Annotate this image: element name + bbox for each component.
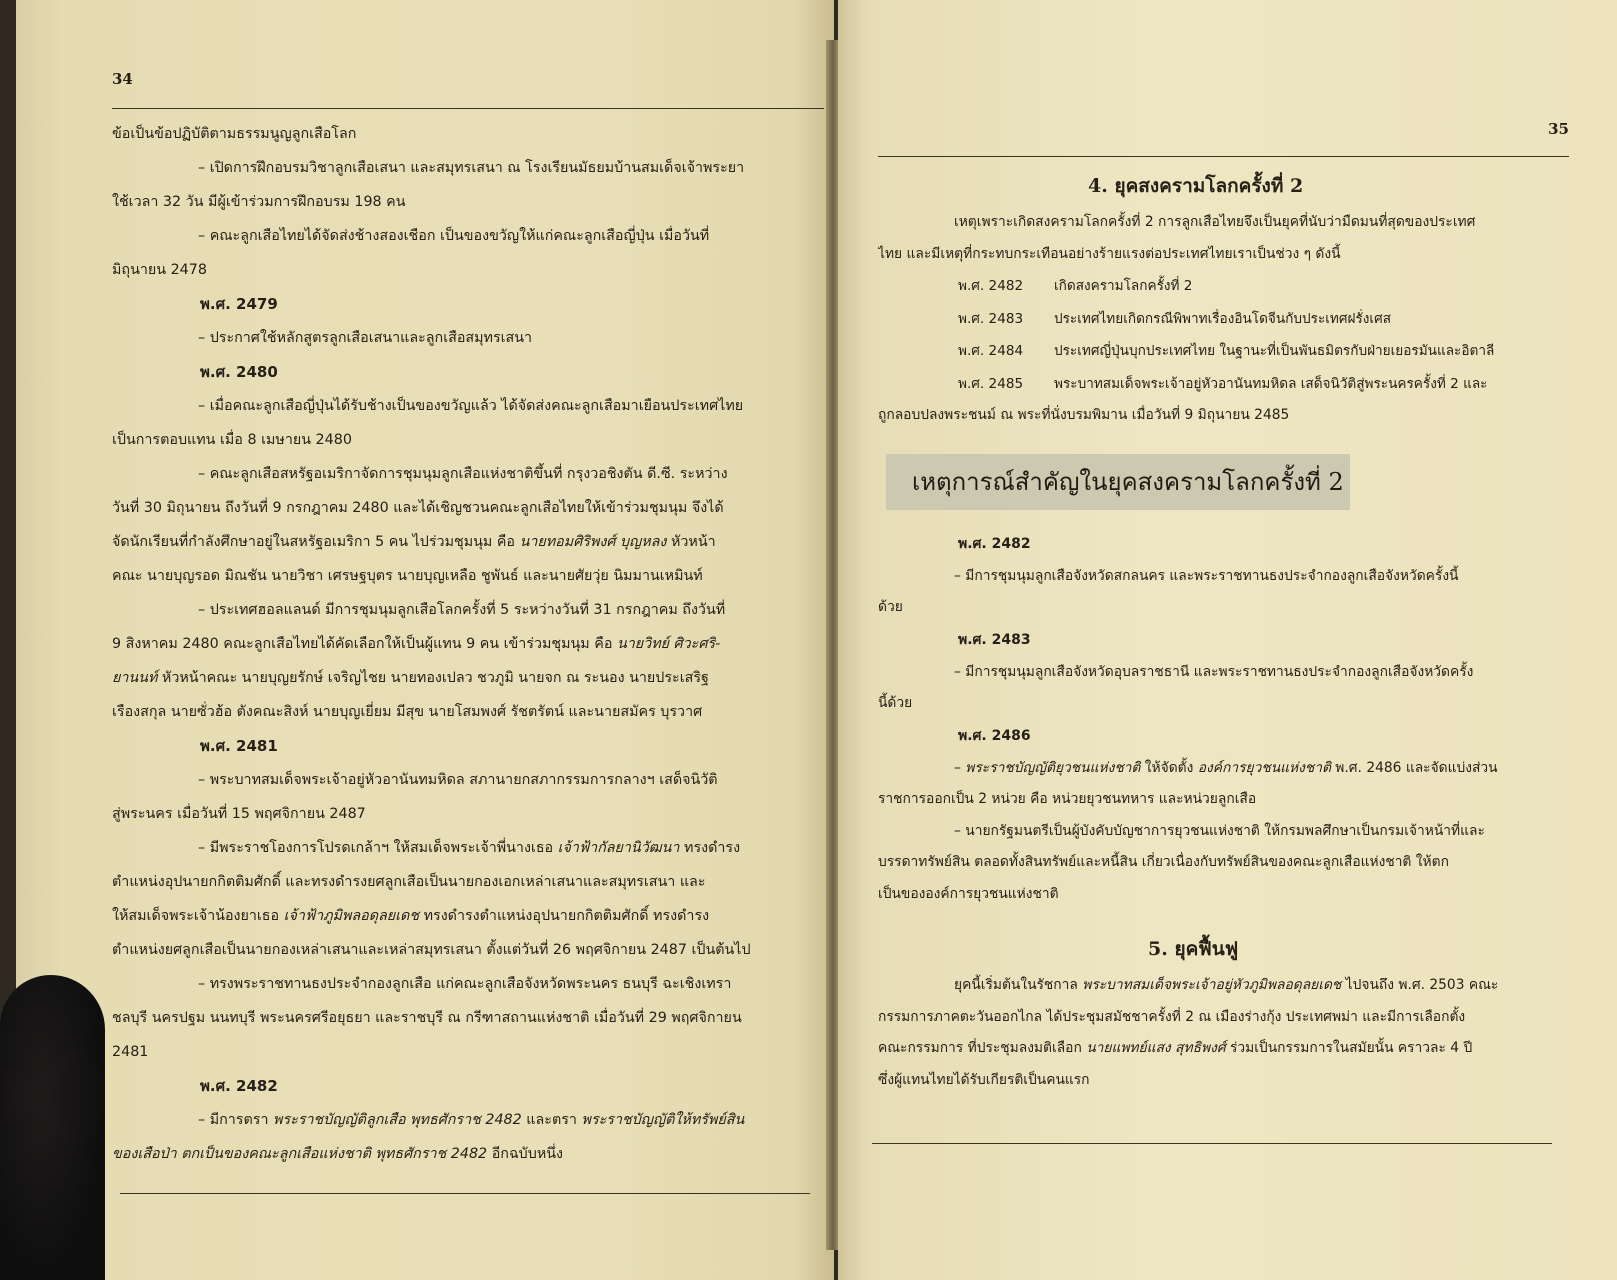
page-number-left: 34 — [112, 70, 133, 88]
timeline-entry: พ.ศ. 2484 ประเทศญี่ปุ่นบุกประเทศไทย ในฐานะที่เป็นพันธมิตรกับฝ่ายเยอรมันและอิตาลี — [958, 343, 1495, 359]
year-heading-2483: พ.ศ. 2483 — [958, 631, 1031, 648]
year-heading-2481: พ.ศ. 2481 — [200, 737, 278, 755]
text-line: ข้อเป็นข้อปฏิบัติตามธรรมนูญลูกเสือโลก — [112, 126, 357, 142]
text-line: 9 สิงหาคม 2480 คณะลูกเสือไทยได้คัดเลือกให้เป็นผู้แทน 9 คน เข้าร่วมชุมนุม คือ นายวิทย์ ศิวะศริ- — [112, 636, 721, 652]
year-heading-2479: พ.ศ. 2479 — [200, 295, 278, 313]
timeline-entry: พ.ศ. 2485 พระบาทสมเด็จพระเจ้าอยู่หัวอานันทมหิดล เสด็จนิวัติสู่พระนครครั้งที่ 2 และ — [958, 375, 1488, 392]
text-line: – มีการชุมนุมลูกเสือจังหวัดอุบลราชธานี และพระราชทานธงประจำกองลูกเสือจังหวัดครั้ง — [954, 663, 1474, 680]
text-line: – เปิดการฝึกอบรมวิชาลูกเสือเสนา และสมุทรเสนา ณ โรงเรียนมัธยมบ้านสมเด็จเจ้าพระยา — [198, 160, 745, 176]
year-heading-2482: พ.ศ. 2482 — [958, 535, 1031, 552]
text-line: ยานนท์ หัวหน้าคณะ นายบุญยรักษ์ เจริญไชย นายทองเปลว ชวภูมิ นายจก ณ ระนอง นายประเสริฐ — [112, 670, 709, 686]
text-line: ของเสือป่า ตกเป็นของคณะลูกเสือแห่งชาติ พุทธศักราช 2482 อีกฉบับหนึ่ง — [112, 1146, 564, 1162]
events-banner: เหตุการณ์สำคัญในยุคสงครามโลกครั้งที่ 2 — [886, 454, 1350, 510]
text-line: – คณะลูกเสือไทยได้จัดส่งช้างสองเชือก เป็นของขวัญให้แก่คณะลูกเสือญี่ปุ่น เมื่อวันที่ — [198, 228, 710, 244]
text-line: – คณะลูกเสือสหรัฐอเมริกาจัดการชุมนุมลูกเสือแห่งชาติขึ้นที่ กรุงวอชิงตัน ดี.ซี. ระหว่าง — [198, 466, 728, 482]
footer-rule-right — [872, 1143, 1552, 1144]
text-line: – ทรงพระราชทานธงประจำกองลูกเสือ แก่คณะลูกเสือจังหวัดพระนคร ธนบุรี ฉะเชิงเทรา — [198, 976, 732, 992]
text-line: ตำแหน่งอุปนายกกิตติมศักดิ์ และทรงดำรงยศลูกเสือเป็นนายกองเอกเหล่าเสนาและสมุทรเสนา และ — [112, 874, 706, 890]
text-line: กรรมการภาคตะวันออกไกล ได้ประชุมสมัชชาครั้งที่ 2 ณ เมืองร่างกุ้ง ประเทศพม่า และมีการเลือกตั้ง — [878, 1008, 1466, 1025]
text-line: คณะกรรมการ ที่ประชุมลงมติเลือก นายแพทย์แสง สุทธิพงศ์ ร่วมเป็นกรรมการในสมัยนั้น คราวละ 4 ปี — [878, 1040, 1473, 1056]
year-heading-2486: พ.ศ. 2486 — [958, 727, 1031, 744]
text-line: ถูกลอบปลงพระชนม์ ณ พระที่นั่งบรมพิมาน เมื่อวันที่ 9 มิถุนายน 2485 — [878, 407, 1290, 423]
thumb-shadow — [0, 975, 105, 1280]
text-line: เป็นการตอบแทน เมื่อ 8 เมษายน 2480 — [112, 432, 352, 448]
right-page — [838, 0, 1617, 1280]
text-line: คณะ นายบุญรอด มิณชัน นายวิชา เศรษฐบุตร นายบุญเหลือ ชูพันธ์ และนายศัยวุ่ย นิมมานเหมินท์ — [112, 568, 703, 584]
text-line: เรืองสกุล นายซั่วฮ้อ ตังคณะสิงห์ นายบุญเยี่ยม มีสุข นายโสมพงศ์ รัชตรัตน์ และนายสมัคร บุรวาศ — [112, 704, 703, 720]
text-line: – ประกาศใช้หลักสูตรลูกเสือเสนาและลูกเสือสมุทรเสนา — [198, 330, 533, 346]
text-line: – มีการชุมนุมลูกเสือจังหวัดสกลนคร และพระราชทานธงประจำกองลูกเสือจังหวัดครั้งนี้ — [954, 567, 1459, 584]
text-line: ยุคนี้เริ่มต้นในรัชกาล พระบาทสมเด็จพระเจ้าอยู่หัวภูมิพลอดุลยเดช ไปจนถึง พ.ศ. 2503 คณะ — [954, 977, 1499, 993]
text-line: 2481 — [112, 1044, 149, 1060]
section-4-title: 4. ยุคสงครามโลกครั้งที่ 2 — [1088, 175, 1304, 197]
year-heading-2480: พ.ศ. 2480 — [200, 363, 278, 381]
footer-rule-left — [120, 1193, 810, 1194]
page-number-right: 35 — [1548, 120, 1569, 138]
text-line: มิถุนายน 2478 — [112, 262, 207, 278]
text-line: – นายกรัฐมนตรีเป็นผู้บังคับบัญชาการยุวชนแห่งชาติ ให้กรมพลศึกษาเป็นกรมเจ้าหน้าที่และ — [954, 822, 1485, 839]
text-line: เป็นขององค์การยุวชนแห่งชาติ — [878, 885, 1059, 902]
text-line: – ประเทศฮอลแลนด์ มีการชุมนุมลูกเสือโลกครั้งที่ 5 ระหว่างวันที่ 31 กรกฎาคม ถึงวันที่ — [198, 602, 726, 618]
text-line: นี้ด้วย — [878, 695, 913, 711]
timeline-entry: พ.ศ. 2482 เกิดสงครามโลกครั้งที่ 2 — [958, 278, 1193, 294]
text-line: วันที่ 30 มิถุนายน ถึงวันที่ 9 กรกฎาคม 2480 และได้เชิญชวนคณะลูกเสือไทยให้เข้าร่วมชุมนุม จึงได้ — [112, 500, 724, 516]
text-line: จัดนักเรียนที่กำลังศึกษาอยู่ในสหรัฐอเมริกา 5 คน ไปร่วมชุมนุม คือ นายทอมศิริพงศ์ บุญหลง หัวหน้า — [112, 534, 716, 550]
text-line: ชลบุรี นครปฐม นนทบุรี พระนครศรีอยุธยา และราชบุรี ณ กรีฑาสถานแห่งชาติ เมื่อวันที่ 29 พฤศจิกายน — [112, 1010, 742, 1026]
text-line: บรรดาทรัพย์สิน ตลอดทั้งสินทรัพย์และหนี้สิน เกี่ยวเนื่องกับทรัพย์สินของคณะลูกเสือแห่งชาติ ให้ตก — [878, 854, 1449, 870]
left-page — [16, 0, 834, 1280]
text-line: – พระราชบัญญัติยุวชนแห่งชาติ ให้จัดตั้ง องค์การยุวชนแห่งชาติ พ.ศ. 2486 และจัดแบ่งส่วน — [954, 759, 1498, 776]
text-line: – เมื่อคณะลูกเสือญี่ปุ่นได้รับช้างเป็นของขวัญแล้ว ได้จัดส่งคณะลูกเสือมาเยือนประเทศไทย — [198, 398, 744, 414]
text-line: ใช้เวลา 32 วัน มีผู้เข้าร่วมการฝึกอบรม 198 คน — [112, 194, 406, 210]
text-line: – มีการตรา พระราชบัญญัติลูกเสือ พุทธศักราช 2482 และตรา พระราชบัญญัติให้ทรัพย์สิน — [198, 1112, 745, 1128]
text-line: – พระบาทสมเด็จพระเจ้าอยู่หัวอานันทมหิดล สภานายกสภากรรมการกลางฯ เสด็จนิวัติ — [198, 772, 718, 788]
text-line: เหตุเพราะเกิดสงครามโลกครั้งที่ 2 การลูกเสือไทยจึงเป็นยุคที่นับว่ามืดมนที่สุดของประเทศ — [954, 214, 1476, 230]
year-heading-2482: พ.ศ. 2482 — [200, 1077, 278, 1095]
text-line: ให้สมเด็จพระเจ้าน้องยาเธอ เจ้าฟ้าภูมิพลอดุลยเดช ทรงดำรงตำแหน่งอุปนายกกิตติมศักดิ์ ทรงดำรง — [112, 908, 710, 924]
section-5-title: 5. ยุคฟื้นฟู — [1148, 938, 1239, 960]
text-line: ตำแหน่งยศลูกเสือเป็นนายกองเหล่าเสนาและเหล่าสมุทรเสนา ตั้งแต่วันที่ 26 พฤศจิกายน 2487 เป็นต้นไป — [112, 942, 751, 958]
text-line: ซึ่งผู้แทนไทยได้รับเกียรติเป็นคนแรก — [878, 1071, 1090, 1088]
text-line: ด้วย — [878, 599, 903, 615]
timeline-entry: พ.ศ. 2483 ประเทศไทยเกิดกรณีพิพาทเรื่องอินโดจีนกับประเทศฝรั่งเศส — [958, 310, 1391, 327]
text-line: ราชการออกเป็น 2 หน่วย คือ หน่วยยุวชนทหาร และหน่วยลูกเสือ — [878, 791, 1257, 807]
header-rule-left — [112, 108, 824, 109]
header-rule-right — [878, 156, 1569, 157]
text-line: ไทย และมีเหตุที่กระทบกระเทือนอย่างร้ายแรงต่อประเทศไทยเราเป็นช่วง ๆ ดังนี้ — [878, 245, 1341, 262]
text-line: – มีพระราชโองการโปรดเกล้าฯ ให้สมเด็จพระเจ้าพี่นางเธอ เจ้าฟ้ากัลยานิวัฒนา ทรงดำรง — [198, 840, 741, 856]
text-line: สู่พระนคร เมื่อวันที่ 15 พฤศจิกายน 2487 — [112, 806, 366, 822]
